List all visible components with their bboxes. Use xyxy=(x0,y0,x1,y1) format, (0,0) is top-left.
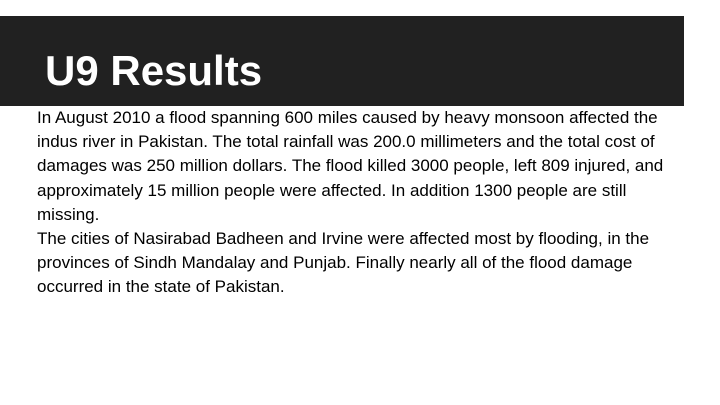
body-paragraph-2: The cities of Nasirabad Badheen and Irvine were affected most by flooding, in the provinces of Sindh Mandalay and Punjab. Finally nearly all of the flood damage occurred in the state of Pakistan. xyxy=(37,229,650,297)
slide-title: U9 Results xyxy=(45,47,263,94)
slide-body xyxy=(37,106,685,300)
body-paragraph-1: In August 2010 a flood spanning 600 miles caused by heavy monsoon affected the indus river in Pakistan. The total rainfall was 200.0 millimeters and the total cost of damages was 250 million dollars. The flood killed 3000 people, left 809 injured, and approximately 15 million people were affected. In addition 1300 people are still missing. xyxy=(37,108,664,224)
